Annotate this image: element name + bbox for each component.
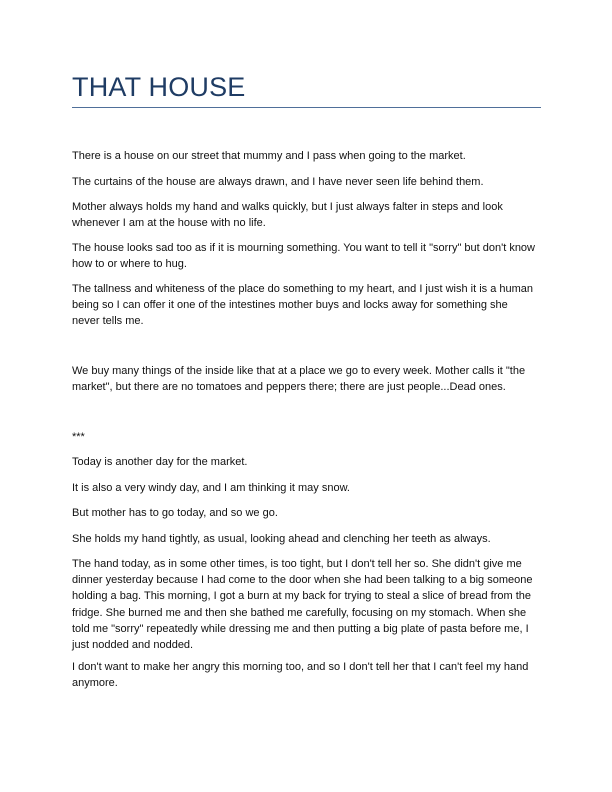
- paragraph-mother-has-to-go: [72, 505, 542, 521]
- paragraph-mother-holds-hand: [72, 199, 542, 231]
- paragraph-another-day: [72, 454, 542, 470]
- paragraph-line: how to or where to hug.: [72, 258, 187, 271]
- section-break-asterisks: [72, 429, 542, 445]
- paragraph-line: anymore.: [72, 677, 118, 690]
- paragraph-tallness-whiteness: [72, 281, 542, 330]
- paragraph-line: being so I can offer it one of the intestines mother buys and locks away for something she: [72, 299, 508, 312]
- paragraph-line: ***: [72, 431, 85, 443]
- paragraph-line: It is also a very windy day, and I am thinking it may snow.: [72, 482, 350, 494]
- paragraph-line: never tells me.: [72, 315, 144, 328]
- paragraph-line: dinner yesterday because I had come to the door when she had been talking to a big someone: [72, 574, 533, 587]
- paragraph-hand-too-tight: [72, 556, 542, 653]
- paragraph-we-buy-things: [72, 363, 542, 395]
- paragraph-line: But mother has to go today, and so we go.: [72, 507, 278, 519]
- document-title: THAT HOUSE: [72, 72, 246, 102]
- paragraph-line: market", but there are no tomatoes and peppers there; there are just people...Dead ones.: [72, 381, 506, 394]
- paragraph-line: I don't want to make her angry this morning too, and so I don't tell her that I can't feel my hand: [72, 661, 529, 673]
- paragraph-line: Mother always holds my hand and walks quickly, but I just always falter in steps and look: [72, 201, 503, 213]
- paragraph-line: holding a bag. This morning, I got a burn at my back for trying to steal a slice of bread from the: [72, 590, 531, 603]
- paragraph-line: She holds my hand tightly, as usual, looking ahead and clenching her teeth as always.: [72, 533, 491, 545]
- paragraph-line: We buy many things of the inside like that at a place we go to every week. Mother calls it "the: [72, 365, 526, 377]
- title-underline-rule: [72, 107, 541, 108]
- paragraph-line: told me "sorry" repeatedly while dressing me and then putting a big plate of pasta before me, I: [72, 622, 529, 635]
- paragraph-curtains: [72, 174, 542, 190]
- paragraph-dont-make-angry: [72, 659, 542, 691]
- paragraph-holds-hand-tightly: [72, 531, 542, 547]
- paragraph-line: just nodded and nodded.: [72, 639, 194, 652]
- paragraph-windy-day: [72, 480, 542, 496]
- paragraph-line: fridge. She burned me and then she bathed me carefully, focusing on my stomach. When she: [72, 606, 527, 619]
- paragraph-line: There is a house on our street that mummy and I pass when going to the market.: [72, 150, 466, 162]
- paragraph-line: The tallness and whiteness of the place do something to my heart, and I just wish it is a human: [72, 283, 534, 295]
- paragraph-line: The curtains of the house are always drawn, and I have never seen life behind them.: [72, 176, 484, 188]
- paragraph-house-looks-sad: [72, 240, 542, 272]
- paragraph-line: The house looks sad too as if it is mourning something. You want to tell it "sorry" but don't know: [72, 242, 535, 254]
- paragraph-house-on-street: [72, 148, 542, 164]
- paragraph-line: The hand today, as in some other times, is too tight, but I don't tell her so. She didn't give me: [72, 558, 522, 570]
- paragraph-line: whenever I am at the house with no life.: [72, 217, 266, 230]
- paragraph-line: Today is another day for the market.: [72, 456, 248, 468]
